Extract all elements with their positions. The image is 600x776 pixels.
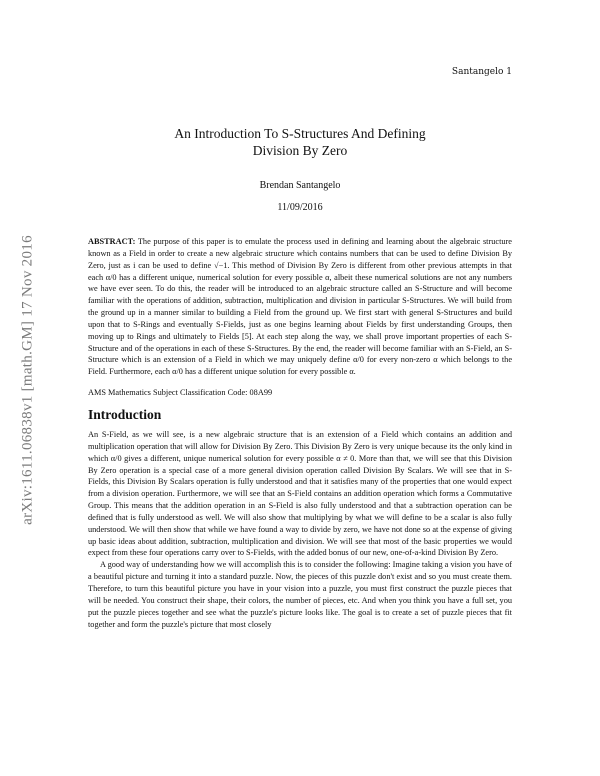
arxiv-stamp [20,160,36,600]
running-head: Santangelo 1 [451,67,512,77]
paragraph: A good way of understanding how we will accomplish this is to consider the following: Imagine taking a vision you have of a beautiful picture and turning it into a standard puzzle. Now, the pieces of this puzzle don't exist and so you must create them. Therefore, to turn this beautiful picture you have in your vision into a puzzle, you must first construct the puzzle pieces that will be needed. You construct their shape, their colors, the number of pieces, etc. And when you think you have a full set, you put the puzzle pieces together and see what the puzzle's picture looks like. The goal is to create a set of puzzle pieces that fit together and form the puzzle's picture that most closely [88,560,512,629]
abstract-label: ABSTRACT: [88,237,136,246]
section-title: Introduction [88,407,162,422]
date: 11/09/2016 [277,202,323,213]
author: Brendan Santangelo [259,180,341,191]
body-text [88,429,512,630]
abstract-text: The purpose of this paper is to emulate the process used in defining and learning about the algebraic structure known as a Field in order to create a new algebraic structure which contains numbers that can be used to define Division By Zero, just as i can be used to define √−1. This method of Division By Zero is different from other previous attempts in that each α/0 has a different unique, numerical solution for every possible α, albeit these numerical solutions are not any numbers we have ever seen. To do this, the reader will be introduced to an algebraic structure called an S-Structure and will become familiar with the operations of addition, subtraction, multiplication and division in particular S-Structures. We will build from the ground up in a manner similar to building a Field from the ground up. We first start with general S-Structures and build upon that to S-Rings and eventually S-Fields, just as one begins learning about Fields by first understanding Groups, then moving up to Rings and ultimately to Fields [5]. At each step along the way, we shall prove important properties of each S-Structure and of the operations in each of these S-Structures. By the end, the reader will become familiar with an S-Field, an S-Structure which is an extension of a Field in which we may uniquely define α/0 for every non-zero α which belongs to the Field. Furthermore, each α/0 has a different unique solution for every possible α. [88,237,512,377]
paragraph: An S-Field, as we will see, is a new algebraic structure that is an extension of a Field which contains an addition and multiplication operation that will allow for Division By Zero. This Division By Zero is very unique because its the only kind in which α/0 gives a different, unique numerical solution for every possible α ≠ 0. More than that, we will see that this Division By Zero operation is a special case of a more general division operation called Division By Scalars. We will see that in S-Fields, this Division By Scalars operation is fully understood and that it satisfies many of the properties that one would expect from a division operation. Furthermore, we will see that an S-Field contains an addition operation which forms a Commutative Group. This means that the addition operation in an S-Field is also fully understood and that a subtraction operation can be defined that is fully understood as well. We will also show that multiplying by what we will define to be a scalar is also fully understood. We will then show that while we have found a way to divide by zero, we have not done so at the expense of giving up basic ideas about addition, subtraction, multiplication and division. We will see that most of the basic properties we would expect from these four operations carry over to S-Fields, with the added bonus of our new, one-of-a-kind Division By Zero. [88,430,512,558]
title-line-1: An Introduction To S-Structures And Defining [174,126,426,141]
abstract [88,236,512,378]
title-line-2: Division By Zero [252,143,348,158]
paper-title [88,125,512,159]
arxiv-stamp-text: arXiv:1611.06838v1 [math.GM] 17 Nov 2016 [19,235,36,525]
msc-code: AMS Mathematics Subject Classification Code: 08A99 [88,388,273,397]
